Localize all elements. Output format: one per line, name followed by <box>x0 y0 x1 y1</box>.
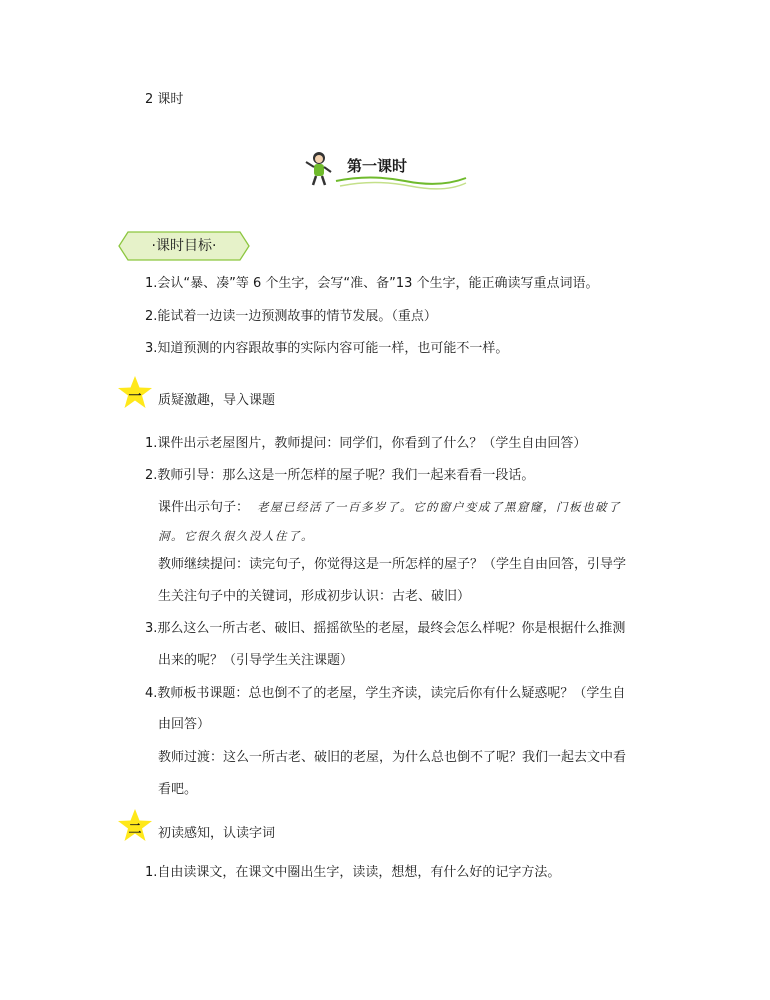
body-line: 3.那么这么一所古老、破旧、摇摇欲坠的老屋，最终会怎么样呢？你是根据什么推测 <box>145 621 626 636</box>
body-line: 生关注句子中的关键词，形成初步认识：古老、破旧） <box>158 589 471 604</box>
body-line: 2.教师引导：那么这是一所怎样的屋子呢？我们一起来看看一段话。 <box>145 468 535 483</box>
body-line: 出来的呢？（引导学生关注课题） <box>158 653 354 668</box>
mascot-icon <box>306 152 331 185</box>
goal-item: 3.知道预测的内容跟故事的实际内容可能一样，也可能不一样。 <box>145 341 509 356</box>
goal-item: 1.会认“暴、凑”等 6 个生字，会写“准、备”13 个生字，能正确读写重点词语。 <box>145 276 599 291</box>
quoted-sentence: 老屋已经活了一百多岁了。它的窗户变成了黑窟窿，门板也破了 <box>257 500 621 514</box>
star-icon <box>117 808 153 842</box>
body-line: 由回答） <box>158 717 211 732</box>
goals-tag <box>118 231 250 261</box>
section-number: 二 <box>128 822 142 837</box>
body-line: 看吧。 <box>158 782 198 797</box>
body-line: 4.教师板书课题：总也倒不了的老屋，学生齐读，读完后你有什么疑惑呢？（学生自 <box>145 686 626 701</box>
section-heading: 初读感知，认读字词 <box>158 826 276 841</box>
star-icon <box>117 375 153 409</box>
body-line: 1.自由读课文，在课文中圈出生字，读读，想想，有什么好的记字方法。 <box>145 865 561 880</box>
goals-tag-label: ·课时目标· <box>151 238 217 254</box>
body-line: 课件出示句子： <box>158 500 250 515</box>
body-line: 1.课件出示老屋图片，教师提问：同学们，你看到了什么？（学生自由回答） <box>145 436 587 451</box>
section-heading: 质疑激趣，导入课题 <box>158 393 276 408</box>
section-title: 第一课时 <box>347 157 408 175</box>
section-number: 一 <box>128 389 142 404</box>
body-line: 教师过渡：这么一所古老、破旧的老屋，为什么总也倒不了呢？我们一起去文中看 <box>158 750 627 765</box>
lesson-hours: 2 课时 <box>145 92 184 107</box>
goal-item: 2.能试着一边读一边预测故事的情节发展。（重点） <box>145 309 437 324</box>
quoted-sentence: 洞。它很久很久没人住了。 <box>158 529 314 543</box>
body-line: 教师继续提问：读完句子，你觉得这是一所怎样的屋子？（学生自由回答，引导学 <box>158 557 627 572</box>
